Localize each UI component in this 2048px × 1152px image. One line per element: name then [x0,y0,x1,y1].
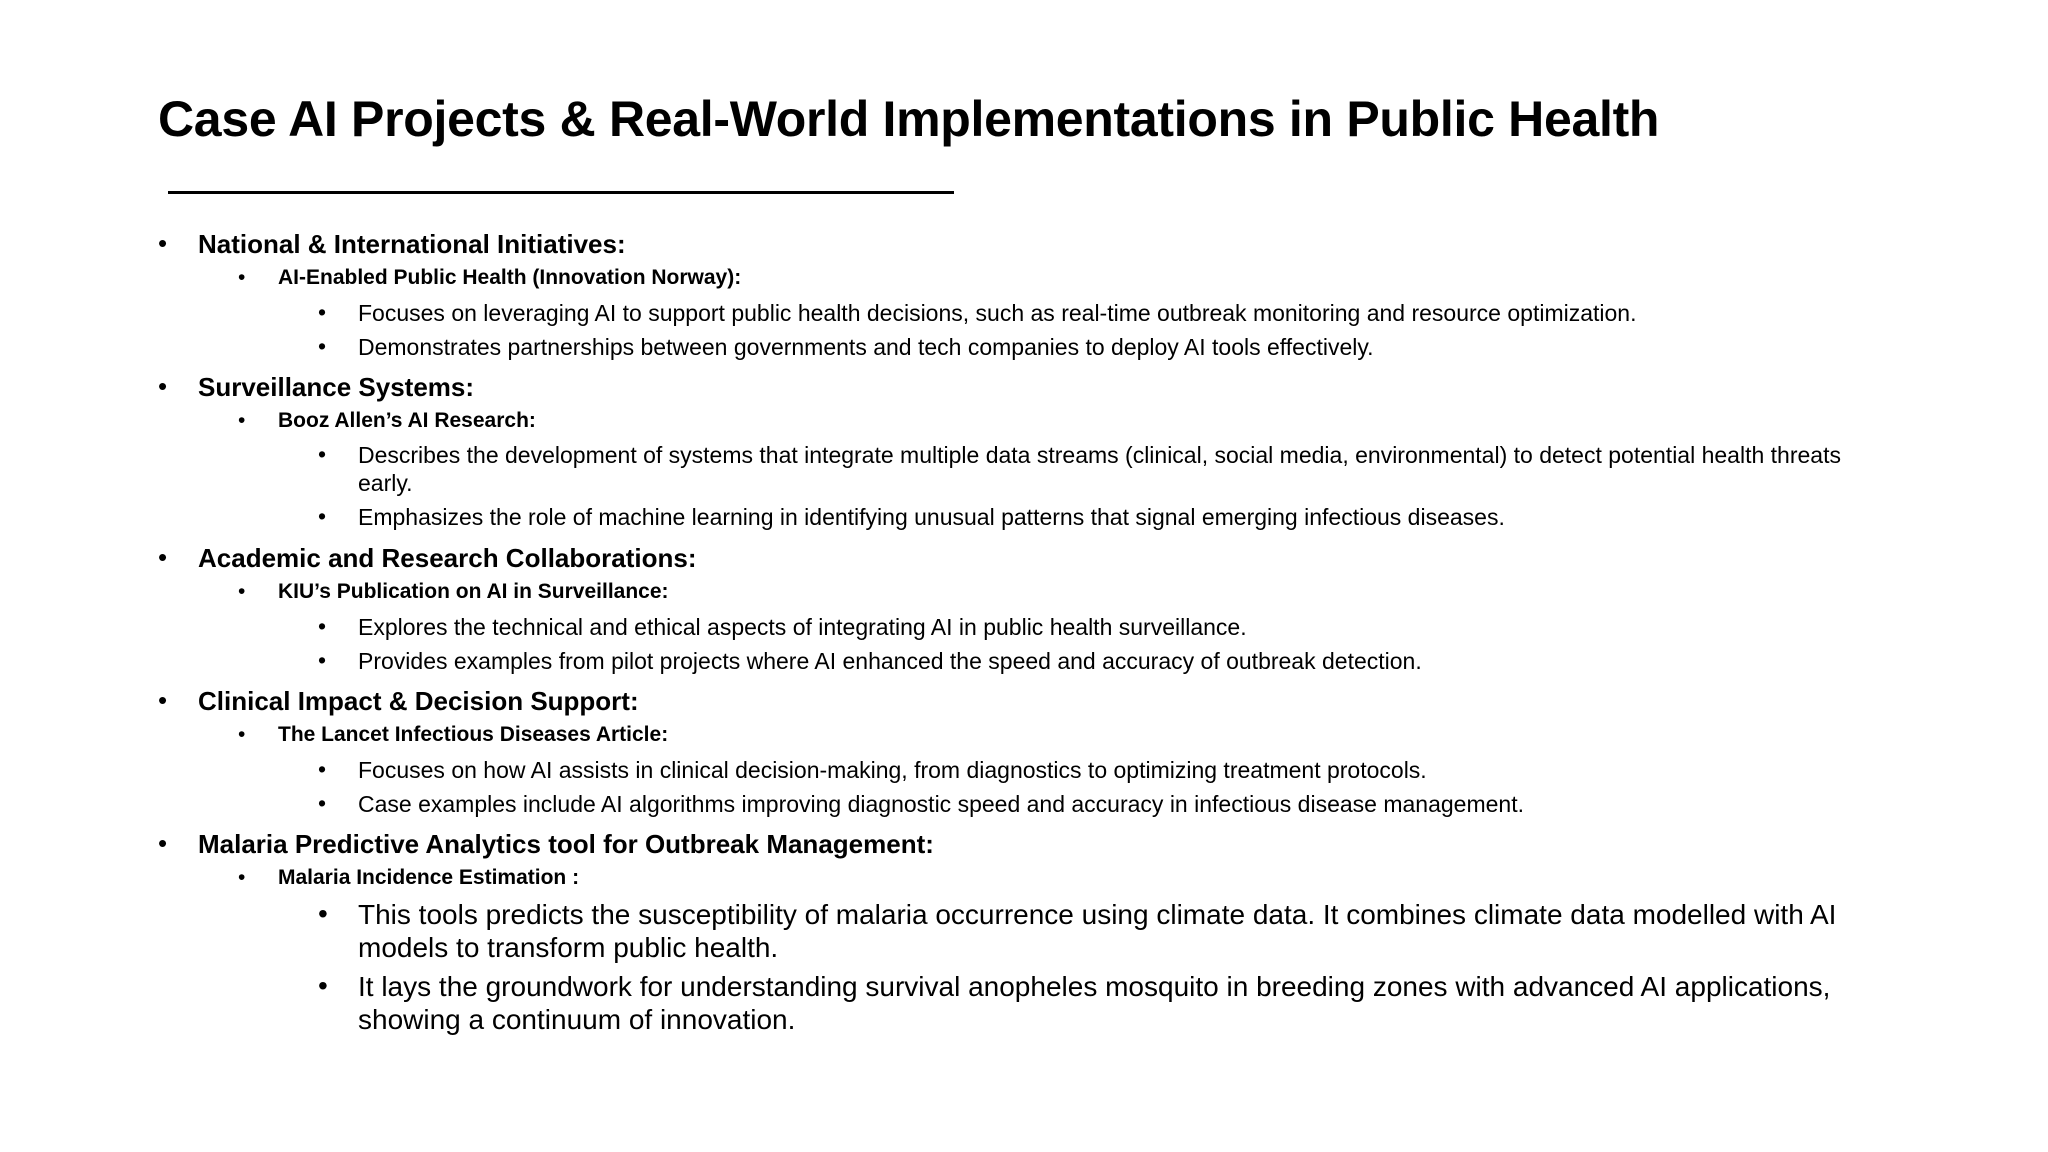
section-subheading: The Lancet Infectious Diseases Article: [278,723,669,746]
bullet-marker: • [238,580,246,603]
section-heading: Malaria Predictive Analytics tool for Outbreak Management: [198,829,934,859]
bullet-marker: • [318,756,327,782]
section-subheading: Booz Allen’s AI Research: [278,409,536,432]
section-heading: Academic and Research Collaborations: [198,543,697,573]
section-point: Focuses on leveraging AI to support public health decisions, such as real-time outbreak monitoring and resource optimization. [358,300,1637,326]
title-underline [168,191,954,194]
bullet-marker: • [318,898,328,929]
bullet-marker: • [318,299,327,325]
bullet-marker: • [238,409,246,432]
bullet-marker: • [158,228,168,258]
bullet-marker: • [238,866,246,889]
section-subheading: AI-Enabled Public Health (Innovation Norway): [278,266,742,289]
section-point: Emphasizes the role of machine learning in identifying unusual patterns that signal emerging infectious diseases. [358,504,1505,530]
bullet-marker: • [318,503,327,529]
slide-title: Case AI Projects & Real-World Implementations in Public Health [158,91,1660,147]
bullet-marker: • [158,542,168,572]
bullet-marker: • [318,970,328,1001]
section-heading: Clinical Impact & Decision Support: [198,686,639,716]
section-point: This tools predicts the susceptibility of malaria occurrence using climate data. It combines climate data modelled with AI models to transform public health. [358,899,1837,963]
section-point: It lays the groundwork for understanding survival anopheles mosquito in breeding zones with advanced AI applications, showing a continuum of innovation. [358,971,1831,1035]
section-heading: National & International Initiatives: [198,229,626,259]
section-subheading: KIU’s Publication on AI in Surveillance: [278,580,669,603]
bullet-marker: • [158,685,168,715]
section-point: Explores the technical and ethical aspects of integrating AI in public health surveillance. [358,614,1247,640]
section-point: Provides examples from pilot projects where AI enhanced the speed and accuracy of outbreak detection. [358,648,1422,674]
bullet-marker: • [318,613,327,639]
section-point: Focuses on how AI assists in clinical decision-making, from diagnostics to optimizing treatment protocols. [358,757,1427,783]
section-point: Case examples include AI algorithms improving diagnostic speed and accuracy in infectious disease management. [358,791,1524,817]
bullet-marker: • [238,266,246,289]
bullet-marker: • [158,828,168,858]
bullet-marker: • [318,790,327,816]
bullet-marker: • [158,371,168,401]
section-heading: Surveillance Systems: [198,372,475,402]
section-point: Describes the development of systems that integrate multiple data streams (clinical, social media, environmental) to detect potential health threats early. [358,442,1841,496]
bullet-marker: • [238,723,246,746]
section-subheading: Malaria Incidence Estimation : [278,866,580,889]
bullet-marker: • [318,441,327,467]
section-point: Demonstrates partnerships between governments and tech companies to deploy AI tools effectively. [358,334,1374,360]
bullet-marker: • [318,333,327,359]
bullet-marker: • [318,647,327,673]
